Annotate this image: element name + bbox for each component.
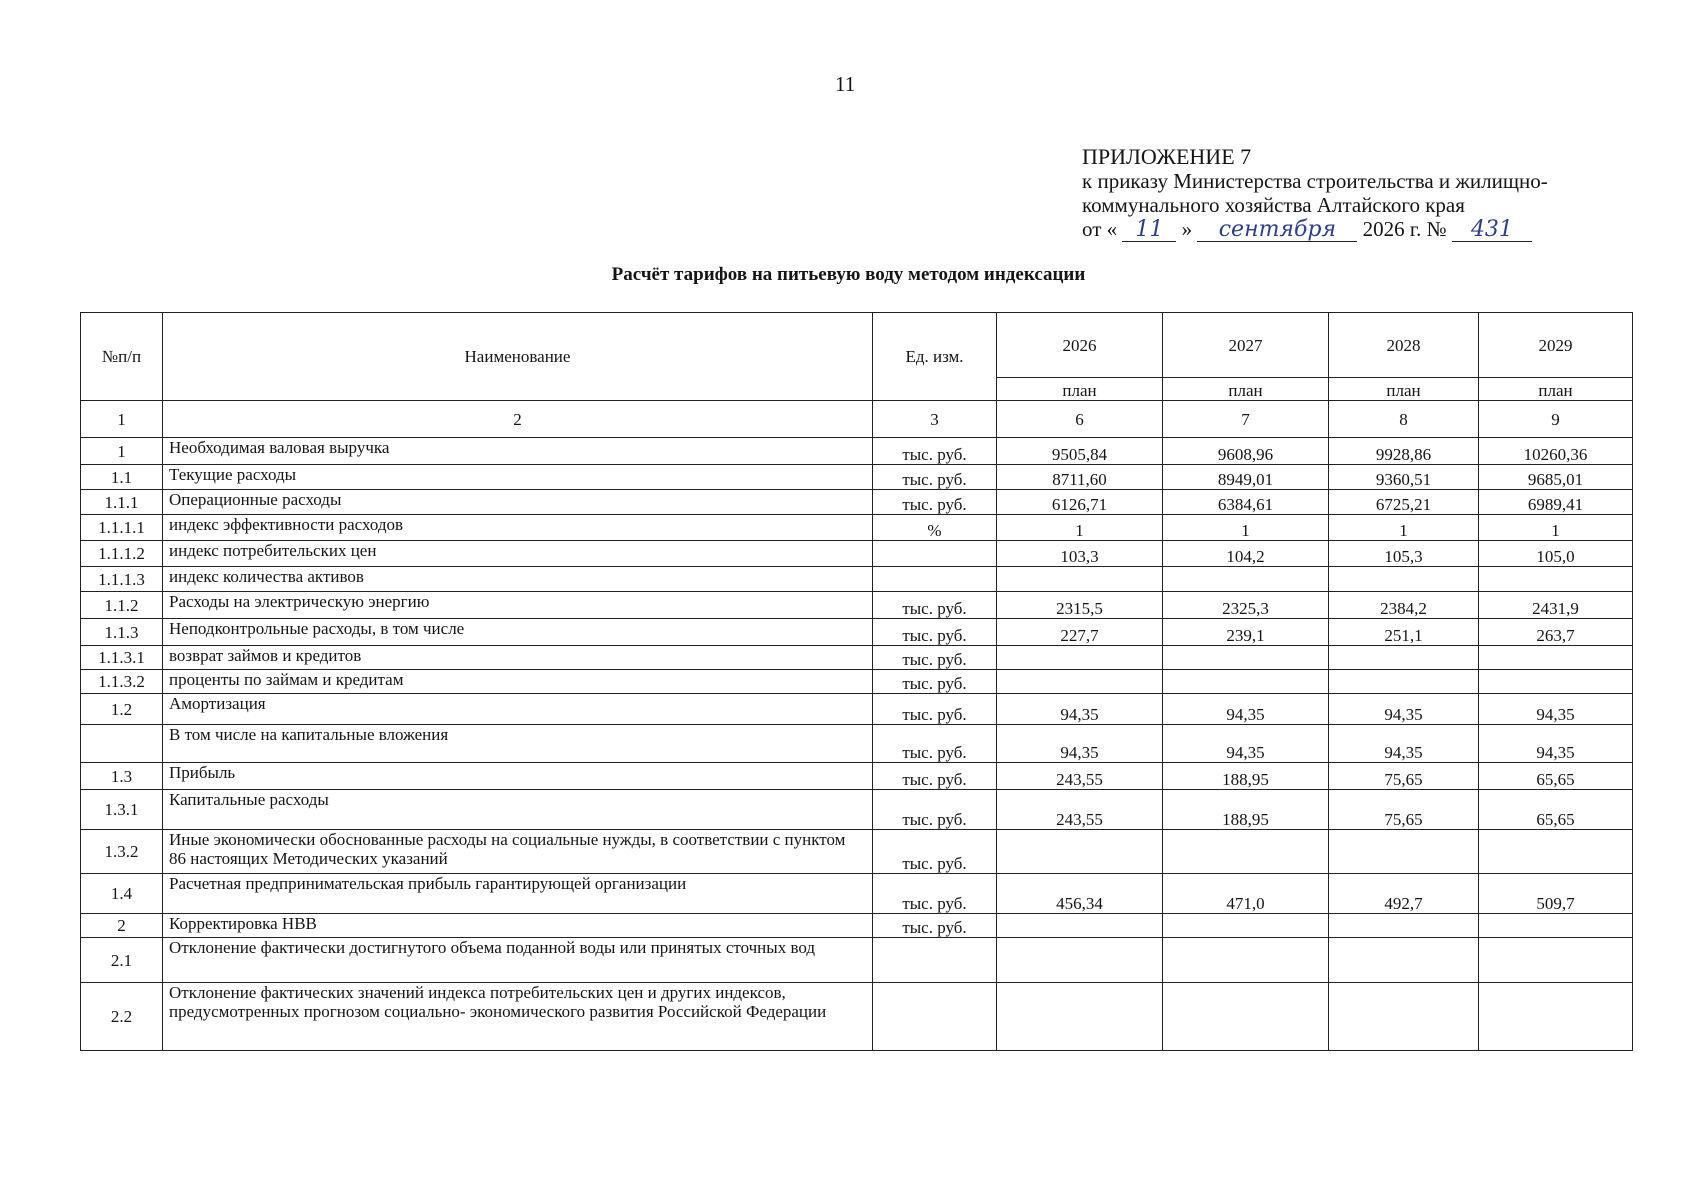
row-unit: тыс. руб.: [873, 490, 997, 515]
column-number: 9: [1479, 401, 1633, 438]
table-row: [81, 914, 1633, 938]
row-value-2029: 263,7: [1479, 619, 1633, 646]
row-value-2027: 9608,96: [1163, 438, 1329, 465]
row-value-2028: 1: [1329, 515, 1479, 541]
handwritten-order-number: 431: [1452, 219, 1532, 242]
row-unit: [873, 983, 997, 1051]
row-value-2029: 105,0: [1479, 541, 1633, 567]
header-row: [81, 313, 1633, 378]
row-value-2028: 2384,2: [1329, 592, 1479, 619]
row-unit: тыс. руб.: [873, 694, 997, 725]
row-value-2026: 94,35: [997, 694, 1163, 725]
row-value-2026: 1: [997, 515, 1163, 541]
row-value-2026: 9505,84: [997, 438, 1163, 465]
row-value-2029: 509,7: [1479, 874, 1633, 914]
row-name: Отклонение фактических значений индекса потребительских цен и других индексов, предусмотренных прогнозом социально- экономического развития Российской Федерации: [163, 983, 873, 1051]
row-value-2027: 104,2: [1163, 541, 1329, 567]
row-value-2027: [1163, 983, 1329, 1051]
table-row: [81, 490, 1633, 515]
table-row: [81, 646, 1633, 670]
row-name: Иные экономически обоснованные расходы на социальные нужды, в соответствии с пунктом 86 настоящих Методических указаний: [163, 830, 873, 874]
row-name: Текущие расходы: [163, 465, 873, 490]
row-value-2029: 10260,36: [1479, 438, 1633, 465]
row-value-2029: 94,35: [1479, 694, 1633, 725]
column-numbers-row: [81, 401, 1633, 438]
row-value-2028: [1329, 938, 1479, 983]
row-value-2026: 227,7: [997, 619, 1163, 646]
table-row: [81, 790, 1633, 830]
row-value-2029: 9685,01: [1479, 465, 1633, 490]
row-value-2026: 456,34: [997, 874, 1163, 914]
row-code: 2: [81, 914, 163, 938]
row-code: 1.3.2: [81, 830, 163, 874]
row-name: индекс количества активов: [163, 567, 873, 592]
date-quote-close: »: [1181, 217, 1193, 241]
row-value-2026: [997, 567, 1163, 592]
row-name: индекс потребительских цен: [163, 541, 873, 567]
row-unit: [873, 541, 997, 567]
row-value-2028: 75,65: [1329, 790, 1479, 830]
row-value-2028: [1329, 830, 1479, 874]
row-unit: тыс. руб.: [873, 790, 997, 830]
row-value-2028: 9928,86: [1329, 438, 1479, 465]
table-row: [81, 619, 1633, 646]
row-value-2027: 471,0: [1163, 874, 1329, 914]
appendix-line-2: коммунального хозяйства Алтайского края: [1082, 193, 1465, 217]
row-unit: тыс. руб.: [873, 438, 997, 465]
row-code: 1.1.3.1: [81, 646, 163, 670]
header-plan: план: [1329, 378, 1479, 401]
row-code: 1: [81, 438, 163, 465]
row-unit: тыс. руб.: [873, 763, 997, 790]
row-name: Расчетная предпринимательская прибыль гарантирующей организации: [163, 874, 873, 914]
row-value-2028: [1329, 914, 1479, 938]
row-code: 2.2: [81, 983, 163, 1051]
row-value-2029: 65,65: [1479, 763, 1633, 790]
table-row: [81, 938, 1633, 983]
row-unit: тыс. руб.: [873, 914, 997, 938]
table-row: [81, 983, 1633, 1051]
table-row: [81, 725, 1633, 763]
header-unit: Ед. изм.: [873, 313, 997, 401]
row-value-2029: 65,65: [1479, 790, 1633, 830]
row-unit: [873, 567, 997, 592]
row-code: 1.3: [81, 763, 163, 790]
row-value-2027: [1163, 567, 1329, 592]
row-value-2028: [1329, 983, 1479, 1051]
row-value-2027: 188,95: [1163, 763, 1329, 790]
row-code: 1.1.1: [81, 490, 163, 515]
row-value-2027: 2325,3: [1163, 592, 1329, 619]
row-value-2028: 75,65: [1329, 763, 1479, 790]
table-row: [81, 874, 1633, 914]
row-value-2026: 243,55: [997, 763, 1163, 790]
header-year: 2026: [997, 313, 1163, 378]
row-unit: тыс. руб.: [873, 646, 997, 670]
row-name: Неподконтрольные расходы, в том числе: [163, 619, 873, 646]
row-name: Корректировка НВВ: [163, 914, 873, 938]
page-number: 11: [835, 72, 856, 96]
row-code: 1.1.1.2: [81, 541, 163, 567]
appendix-date-line: [1082, 217, 1662, 242]
row-name: проценты по займам и кредитам: [163, 670, 873, 694]
row-value-2027: [1163, 914, 1329, 938]
row-value-2029: [1479, 646, 1633, 670]
row-value-2028: [1329, 567, 1479, 592]
row-code: 1.1.1.3: [81, 567, 163, 592]
row-value-2026: [997, 914, 1163, 938]
row-unit: %: [873, 515, 997, 541]
row-value-2028: 9360,51: [1329, 465, 1479, 490]
table-row: [81, 830, 1633, 874]
row-value-2029: 6989,41: [1479, 490, 1633, 515]
row-value-2029: 1: [1479, 515, 1633, 541]
table-row: [81, 763, 1633, 790]
row-unit: тыс. руб.: [873, 874, 997, 914]
row-value-2029: [1479, 914, 1633, 938]
row-value-2027: 8949,01: [1163, 465, 1329, 490]
row-value-2026: 94,35: [997, 725, 1163, 763]
row-value-2027: 239,1: [1163, 619, 1329, 646]
row-name: Необходимая валовая выручка: [163, 438, 873, 465]
row-value-2026: [997, 646, 1163, 670]
row-name: Отклонение фактически достигнутого объема поданной воды или принятых сточных вод: [163, 938, 873, 983]
row-value-2027: 188,95: [1163, 790, 1329, 830]
row-value-2029: [1479, 830, 1633, 874]
header-name: Наименование: [163, 313, 873, 401]
table-row: [81, 465, 1633, 490]
row-value-2027: 94,35: [1163, 725, 1329, 763]
row-value-2028: 251,1: [1329, 619, 1479, 646]
row-value-2026: 243,55: [997, 790, 1163, 830]
row-value-2028: [1329, 670, 1479, 694]
row-value-2026: [997, 983, 1163, 1051]
table-row: [81, 592, 1633, 619]
document-title: Расчёт тарифов на питьевую воду методом индексации: [611, 264, 1086, 285]
row-value-2026: 8711,60: [997, 465, 1163, 490]
appendix-heading: ПРИЛОЖЕНИЕ 7: [1082, 144, 1252, 169]
row-unit: тыс. руб.: [873, 592, 997, 619]
row-code: 1.1.2: [81, 592, 163, 619]
table-row: [81, 694, 1633, 725]
row-value-2026: 103,3: [997, 541, 1163, 567]
header-code: №п/п: [81, 313, 163, 401]
table-row: [81, 670, 1633, 694]
date-year: 2026 г. №: [1362, 217, 1447, 241]
row-value-2028: 6725,21: [1329, 490, 1479, 515]
header-plan: план: [1163, 378, 1329, 401]
header-year: 2028: [1329, 313, 1479, 378]
table-row: [81, 541, 1633, 567]
appendix-line-1: к приказу Министерства строительства и жилищно-: [1082, 169, 1548, 193]
row-value-2027: 1: [1163, 515, 1329, 541]
header-year: 2027: [1163, 313, 1329, 378]
table-row: [81, 438, 1633, 465]
row-value-2027: [1163, 830, 1329, 874]
row-name: возврат займов и кредитов: [163, 646, 873, 670]
row-name: Расходы на электрическую энергию: [163, 592, 873, 619]
row-value-2026: [997, 830, 1163, 874]
row-name: индекс эффективности расходов: [163, 515, 873, 541]
row-value-2027: [1163, 646, 1329, 670]
row-value-2029: 94,35: [1479, 725, 1633, 763]
row-code: 1.1.3.2: [81, 670, 163, 694]
row-value-2028: 492,7: [1329, 874, 1479, 914]
row-value-2026: [997, 670, 1163, 694]
row-code: 1.1: [81, 465, 163, 490]
row-value-2028: [1329, 646, 1479, 670]
handwritten-day: 11: [1122, 219, 1176, 242]
row-code: 1.4: [81, 874, 163, 914]
row-value-2026: 6126,71: [997, 490, 1163, 515]
row-name: Прибыль: [163, 763, 873, 790]
row-value-2027: 94,35: [1163, 694, 1329, 725]
row-value-2029: [1479, 567, 1633, 592]
row-unit: тыс. руб.: [873, 619, 997, 646]
row-value-2026: [997, 938, 1163, 983]
column-number: 2: [163, 401, 873, 438]
row-name: Амортизация: [163, 694, 873, 725]
row-value-2027: [1163, 670, 1329, 694]
column-number: 6: [997, 401, 1163, 438]
handwritten-month: сентября: [1197, 219, 1357, 242]
row-value-2029: [1479, 670, 1633, 694]
table-body: [81, 438, 1633, 1051]
row-value-2029: [1479, 938, 1633, 983]
row-unit: тыс. руб.: [873, 465, 997, 490]
row-value-2029: [1479, 983, 1633, 1051]
column-number: 1: [81, 401, 163, 438]
row-code: 1.3.1: [81, 790, 163, 830]
row-name: Операционные расходы: [163, 490, 873, 515]
row-code: 1.2: [81, 694, 163, 725]
row-unit: тыс. руб.: [873, 830, 997, 874]
row-value-2029: 2431,9: [1479, 592, 1633, 619]
row-value-2026: 2315,5: [997, 592, 1163, 619]
row-name: В том числе на капитальные вложения: [163, 725, 873, 763]
row-value-2027: [1163, 938, 1329, 983]
row-value-2028: 94,35: [1329, 725, 1479, 763]
column-number: 3: [873, 401, 997, 438]
row-unit: [873, 938, 997, 983]
row-code: 2.1: [81, 938, 163, 983]
header-year: 2029: [1479, 313, 1633, 378]
table-row: [81, 567, 1633, 592]
column-number: 8: [1329, 401, 1479, 438]
table-row: [81, 515, 1633, 541]
row-unit: тыс. руб.: [873, 670, 997, 694]
row-value-2027: 6384,61: [1163, 490, 1329, 515]
row-code: 1.1.1.1: [81, 515, 163, 541]
row-name: Капитальные расходы: [163, 790, 873, 830]
date-prefix: от «: [1082, 217, 1118, 241]
row-value-2028: 105,3: [1329, 541, 1479, 567]
row-unit: тыс. руб.: [873, 725, 997, 763]
column-number: 7: [1163, 401, 1329, 438]
tariff-table: [80, 312, 1633, 1051]
header-plan: план: [1479, 378, 1633, 401]
row-code: 1.1.3: [81, 619, 163, 646]
appendix-block: [1082, 145, 1662, 242]
row-code: [81, 725, 163, 763]
row-value-2028: 94,35: [1329, 694, 1479, 725]
header-plan: план: [997, 378, 1163, 401]
